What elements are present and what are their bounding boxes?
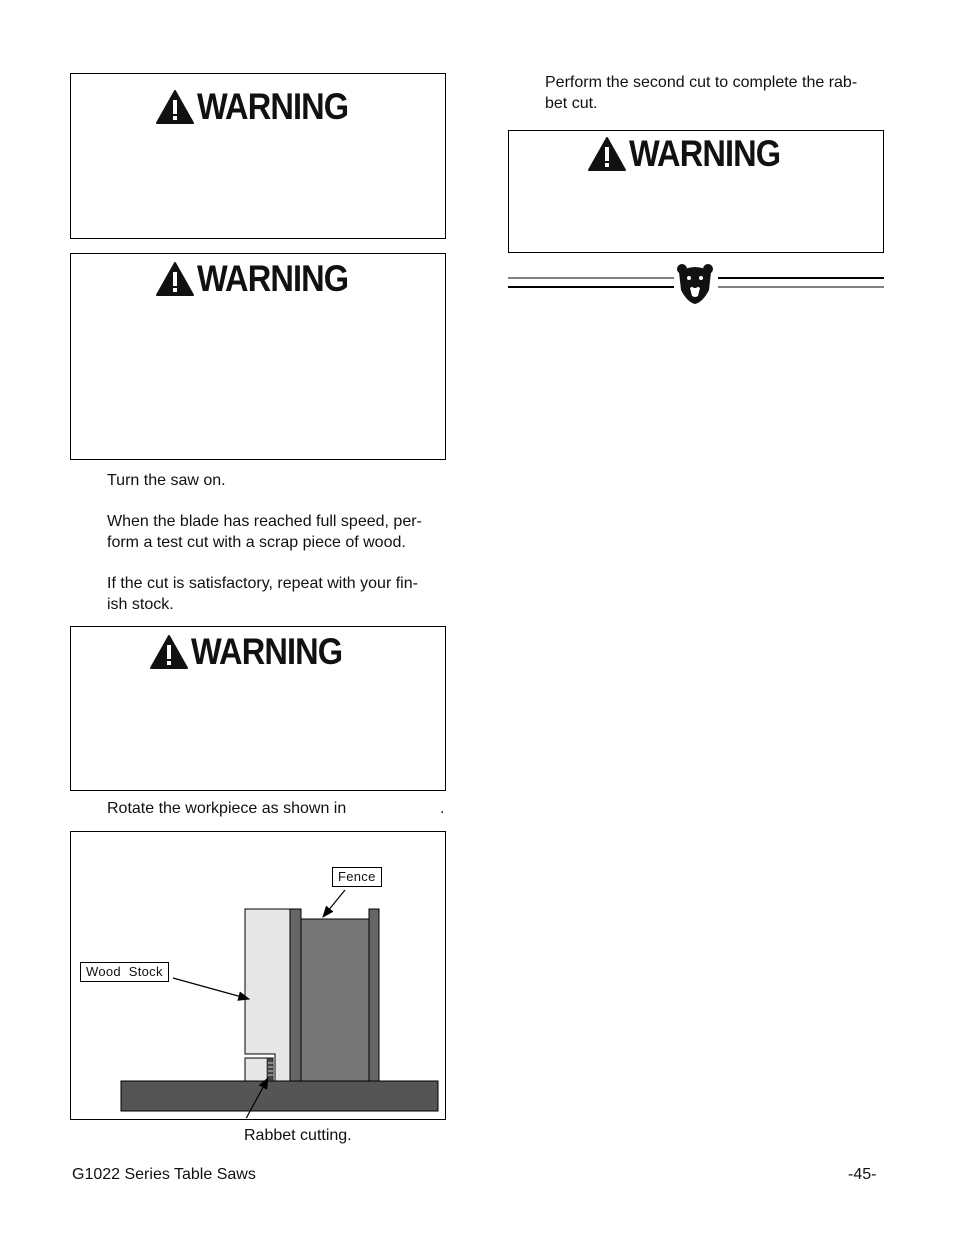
- step-second-cut-line1: Perform the second cut to complete the rab-: [545, 74, 858, 91]
- fence-label: Fence: [332, 867, 382, 887]
- warning-triangle-icon: [587, 136, 627, 172]
- step-test-cut-line1: When the blade has reached full speed, per-: [107, 513, 422, 530]
- step-test-cut-line2: form a test cut with a scrap piece of wood.: [107, 534, 406, 551]
- step-repeat-line2: ish stock.: [107, 596, 174, 613]
- warning-heading: WARNING: [197, 258, 349, 299]
- step-turn-on: Turn the saw on.: [107, 472, 226, 489]
- warning-heading: WARNING: [629, 133, 781, 174]
- warning-box-1: [70, 73, 446, 239]
- footer-manual-title: G1022 Series Table Saws: [72, 1166, 256, 1183]
- section-divider: [508, 262, 884, 306]
- warning-header: [587, 135, 801, 172]
- step-rotate-end: .: [440, 800, 445, 817]
- warning-header: [149, 633, 363, 670]
- step-repeat-line1: If the cut is satisfactory, repeat with your fin-: [107, 575, 418, 592]
- step-rotate: Rotate the workpiece as shown in: [107, 800, 347, 817]
- saw-table: [121, 1081, 438, 1111]
- figure-rabbet-cutting: [70, 831, 446, 1120]
- warning-triangle-icon: [149, 634, 189, 670]
- wood-stock: [245, 909, 290, 1081]
- step-second-cut-line2: bet cut.: [545, 95, 598, 112]
- warning-heading: WARNING: [197, 86, 349, 127]
- warning-header: [155, 88, 369, 125]
- divider-graphic: [508, 262, 884, 306]
- fence-body: [301, 919, 369, 1081]
- fence-arrow: [323, 890, 345, 917]
- footer-page-number: -45-: [848, 1166, 877, 1183]
- warning-box-2: [70, 253, 446, 460]
- wood-stock-arrow: [173, 978, 249, 999]
- warning-heading: WARNING: [191, 631, 343, 672]
- bear-head-icon: [677, 264, 713, 304]
- warning-header: [155, 260, 369, 297]
- figure-caption: Rabbet cutting.: [244, 1127, 352, 1144]
- warning-box-4: [508, 130, 884, 253]
- warning-triangle-icon: [155, 89, 195, 125]
- warning-triangle-icon: [155, 261, 195, 297]
- saw-blade: [267, 1058, 273, 1081]
- wood-stock-label: Wood Stock: [80, 962, 169, 982]
- fence-left-rail: [290, 909, 301, 1081]
- warning-box-3: [70, 626, 446, 791]
- fence-right-rail: [369, 909, 379, 1081]
